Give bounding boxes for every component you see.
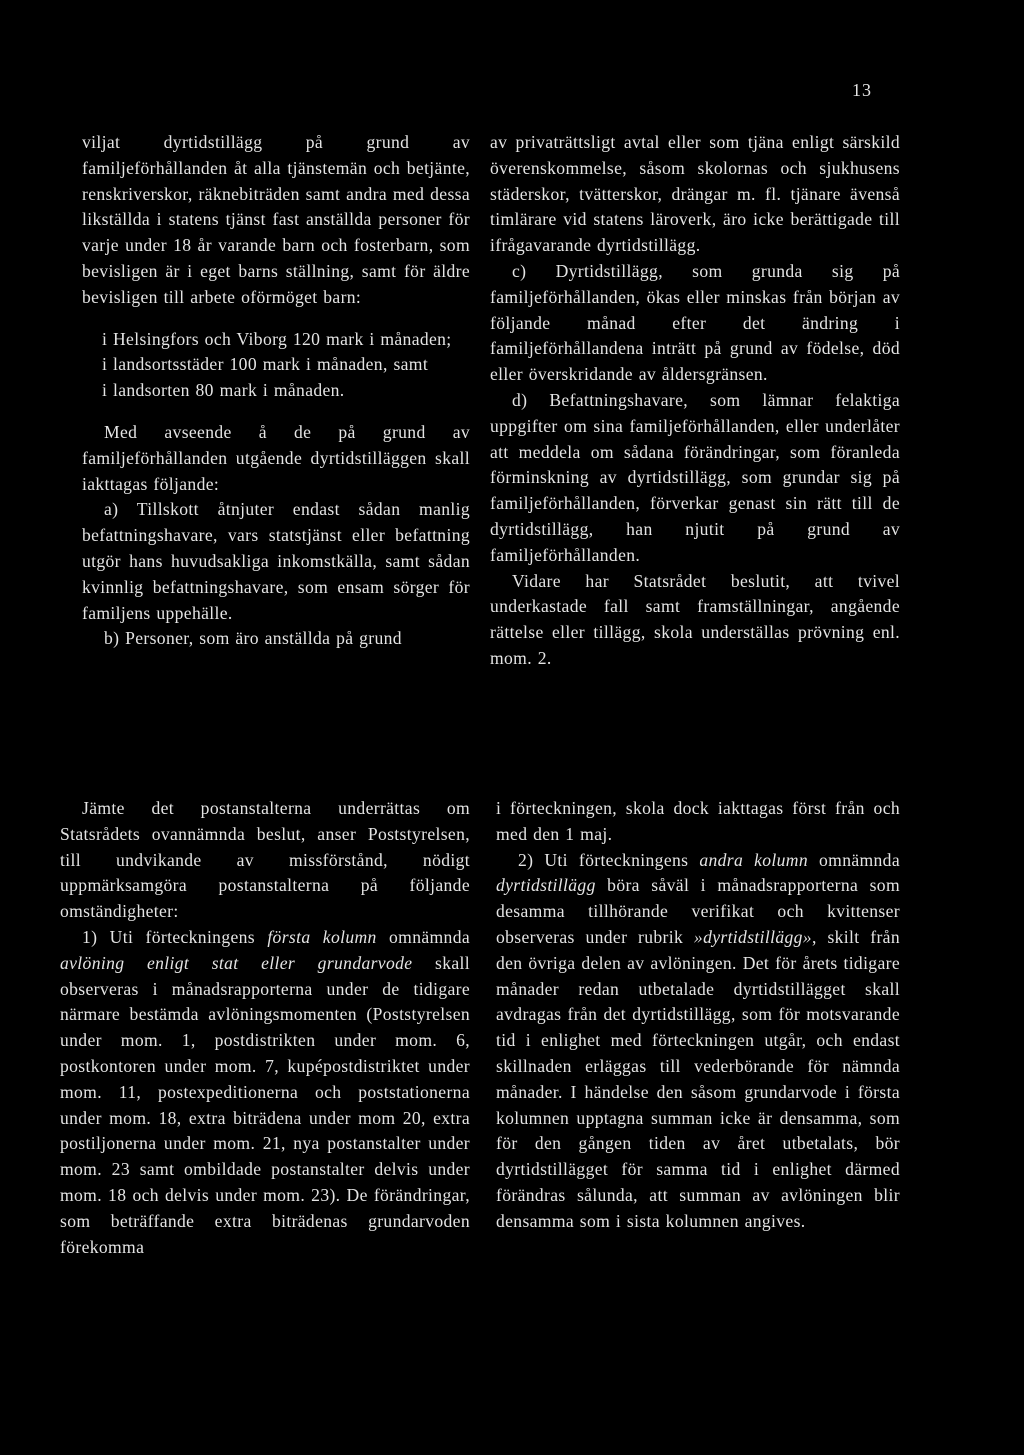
text-span: omnämnda	[376, 926, 470, 947]
paragraph: av privaträttsligt avtal eller som tjäna enligt särskild överenskommelse, såsom skolornas och sjukhusens städerskor, tvätterskor, drängar m. fl. tjänare ävenså timlärare vid statens läroverk, äro icke berättigade till ifrågavarande dyrtidstillägg.	[490, 132, 900, 256]
paragraph-item-c: c) Dyrtidstillägg, som grunda sig på familjeförhållanden, ökas eller minskas från början av följande månad efter det ändring i familjeförhållandena inträtt på grund av födelse, död eller överskridande av åldersgränsen.	[490, 260, 900, 385]
text-column-bottom-right	[496, 796, 900, 1235]
italic-term: avlöning enligt stat eller grundarvode	[60, 952, 413, 973]
list-item-helsingfors: i Helsingfors och Viborg 120 mark i månaden;	[102, 328, 452, 349]
paragraph-item-d: d) Befattningshavare, som lämnar felaktiga uppgifter om sina familjeförhållanden, eller underlåter att meddela om sådana förändringar, som föranleda förminskning av dyrtidstillägg, som grundar sig på familjeförhållanden, förverkar genast sin rätt till de dyrtidstillägg, han njutit på grund av familjeförhållanden.	[490, 389, 900, 565]
italic-term: andra kolumn	[699, 849, 809, 870]
text-span: omnämnda	[808, 849, 900, 870]
italic-term: »dyrtidstillägg»	[693, 926, 812, 947]
list-item-landsorten: i landsorten 80 mark i månaden.	[102, 380, 345, 401]
page-number: 13	[852, 80, 872, 100]
text-span: böra såväl i månadsrapporterna som desamma tillhörande verifikat och kvittenser observeras under rubrik	[496, 875, 900, 947]
text-column-top-right	[490, 130, 900, 672]
text-span: skall observeras i månadsrapporterna under de tidigare närmare bestämda avlöningsmomenten (Poststyrelsen under mom. 1, postdistrikten under mom. 6, postkontoren under mom. 7, kupépostdistriktet under mom. 11, postexpeditionerna och poststationerna under mom. 18, extra biträdena under mom 20, extra postiljonerna under mom. 21, nya postanstalter under mom. 23 samt ombildade postanstalter delvis under mom. 18 och delvis under mom. 23). De förändringar, som beträffande extra biträdenas grundarvoden förekomma	[60, 952, 470, 1257]
paragraph-item-a: a) Tillskott åtnjuter endast sådan manlig befattningshavare, vars statstjänst eller befattning utgör hans huvudsakliga inkomstkälla, samt sådan kvinnlig befattningshavare, som ensam sörger för familjens uppehälle.	[82, 499, 470, 623]
text-column-bottom-left	[60, 796, 470, 1260]
paragraph-item-2	[496, 848, 900, 1235]
paragraph-item-b: b) Personer, som äro anställda på grund	[104, 628, 402, 649]
paragraph: viljat dyrtidstillägg på grund av familjeförhållanden åt alla tjänstemän och betjänte, renskriverskor, räknebiträden samt andra med dessa likställda i statens tjänst fast anställda personer för varje under 18 år varande barn och fosterbarn, som bevisligen är i eget barns ställning, samt för äldre bevisligen till arbete oförmöget barn:	[82, 132, 470, 307]
text-span: 2) Uti förteckningens	[518, 849, 700, 870]
paragraph: Med avseende å de på grund av familjeförhållanden utgående dyrtidstilläggen skall iakttagas följande:	[82, 421, 470, 494]
paragraph: Jämte det postanstalterna underrättas om Statsrådets ovannämnda beslut, anser Poststyrelsen, till undvikande av missförstånd, nödigt uppmärksamgöra postanstalterna på följande omständigheter:	[60, 798, 470, 922]
list-item-landsortsstader: i landsortsstäder 100 mark i månaden, samt	[102, 354, 429, 375]
text-column-top-left	[82, 130, 470, 652]
paragraph: i förteckningen, skola dock iakttagas först från och med den 1 maj.	[496, 798, 900, 844]
paragraph-item-1	[60, 925, 470, 1260]
paragraph: Vidare har Statsrådet beslutit, att tvivel underkastade fall samt framställningar, angående rättelse eller tillägg, skola underställas prövning enl. mom. 2.	[490, 570, 900, 668]
text-span: , skilt från den övriga delen av avlöningen. Det för årets tidigare månader redan utbetalade dyrtidstillägget skall avdragas från det dyrtidstillägg, som för motsvarande tid i enlighet med förteckningen utgår, och endast skillnaden erläggas till vederbörande för nämnda månader. I händelse den såsom grundarvode i första kolumnen upptagna summan icke är densamma, som för den gången tiden av året utbetalats, bör dyrtidstillägget för samma tid i enlighet därmed förändras sålunda, att summan av avlöningen blir densamma som i sista kolumnen angives.	[496, 926, 900, 1231]
italic-term: dyrtidstillägg	[496, 875, 596, 896]
italic-term: första kolumn	[267, 926, 377, 947]
text-span: 1) Uti förteckningens	[82, 926, 268, 947]
